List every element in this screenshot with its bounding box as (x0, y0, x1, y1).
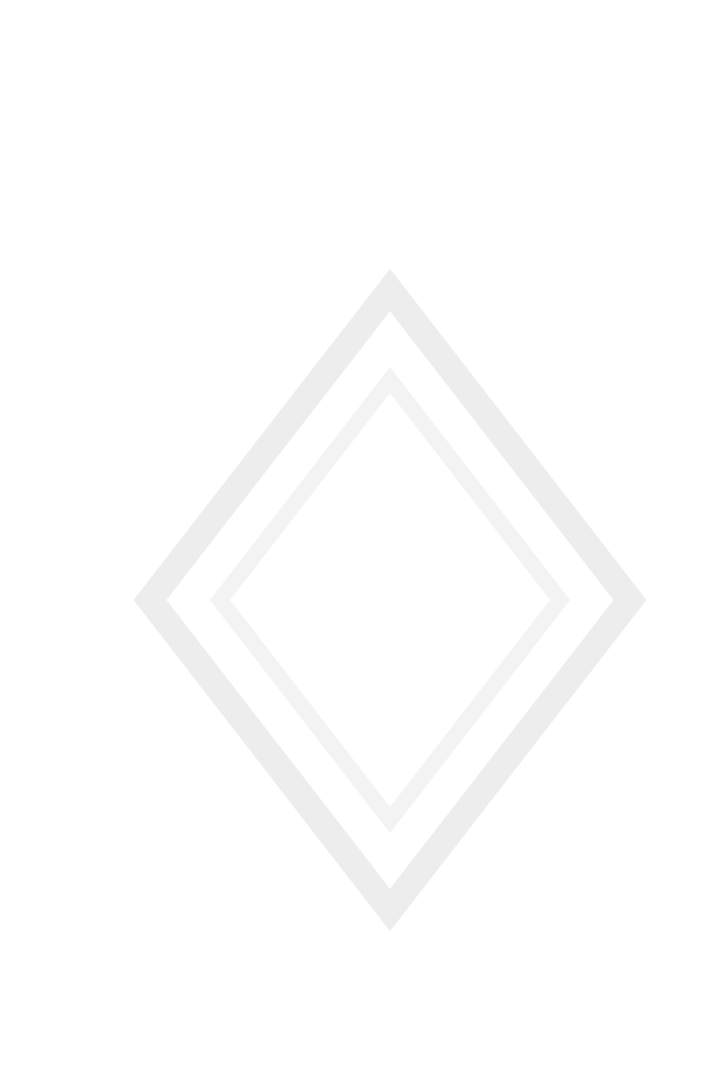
watermark (110, 250, 670, 950)
page-header (174, 80, 678, 102)
